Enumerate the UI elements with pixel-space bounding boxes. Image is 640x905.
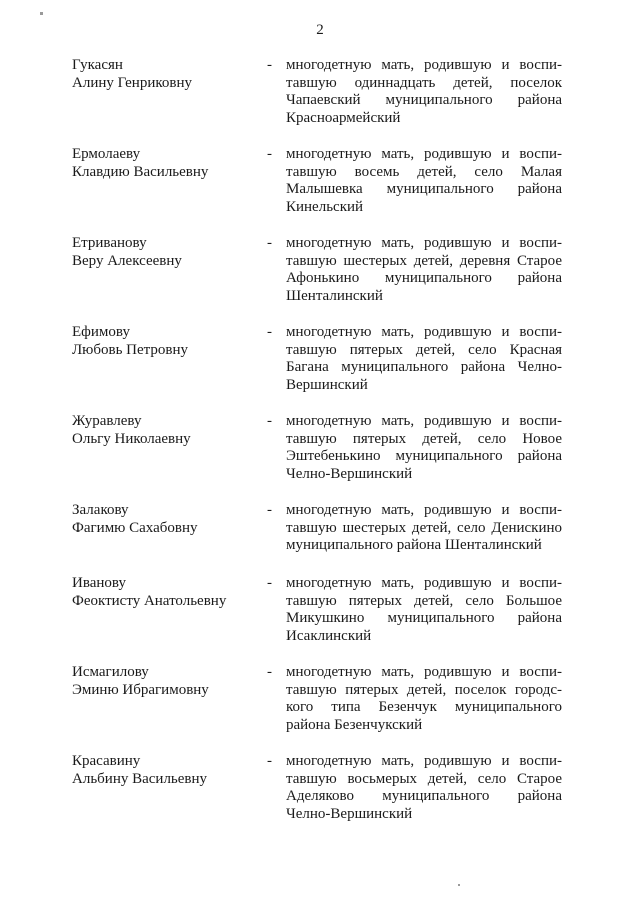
award-description-line: кого типа Безенчук муниципального (286, 699, 562, 716)
page-number: 2 (316, 22, 324, 38)
award-description-line: Микушкино муниципального района (286, 610, 562, 627)
award-description-line: многодетную мать, родившую и воспи- (286, 753, 562, 769)
award-description (286, 753, 562, 823)
award-description-line: Шенталинский (286, 287, 383, 304)
award-description (286, 146, 562, 216)
dash-separator: - (267, 664, 272, 680)
award-description-line: Красноармейский (286, 109, 401, 126)
person-name-line: Ермолаеву (72, 146, 141, 162)
person-name-line: Эминю Ибрагимовну (72, 681, 209, 698)
award-description-line: тавшую пятерых детей, поселок городс- (286, 681, 562, 698)
person-name (72, 575, 262, 610)
person-name-line: Клавдию Васильевну (72, 163, 209, 180)
award-description (286, 235, 562, 305)
dash-separator: - (267, 502, 272, 518)
award-description-line: Челно-Вершинский (286, 465, 413, 482)
person-name-line: Иванову (72, 575, 126, 591)
person-name (72, 57, 262, 92)
dash-separator: - (267, 235, 272, 251)
award-description-line: Челно-Вершинский (286, 805, 413, 822)
person-name (72, 324, 262, 359)
dash-separator: - (267, 413, 272, 429)
award-description-line: тавшую пятерых детей, село Большое (286, 592, 562, 609)
award-description-line: Малышевка муниципального района (286, 181, 562, 198)
award-description-line: тавшую пятерых детей, село Красная (286, 341, 562, 358)
award-description (286, 57, 562, 127)
award-description (286, 324, 562, 394)
award-description-line: Исаклинский (286, 627, 372, 644)
award-description-line: района Безенчукский (286, 716, 423, 733)
person-name-line: Феоктисту Анатольевну (72, 592, 227, 609)
person-name-line: Алину Генриковну (72, 74, 192, 91)
person-name-line: Ефимову (72, 324, 130, 340)
award-description-line: тавшую восьмерых детей, село Старое (286, 770, 562, 787)
person-name-line: Етриванову (72, 235, 147, 251)
person-name (72, 664, 262, 699)
person-name-line: Ольгу Николаевну (72, 430, 191, 447)
scan-speck (40, 12, 43, 15)
person-name-line: Любовь Петровну (72, 341, 189, 358)
person-name-line: Журавлеву (72, 413, 142, 429)
award-description-line: тавшую восемь детей, село Малая (286, 163, 562, 180)
person-name-line: Исмагилову (72, 664, 149, 680)
award-description-line: тавшую пятерых детей, село Новое (286, 430, 562, 447)
person-name-line: Гукасян (72, 57, 123, 73)
scan-speck (458, 884, 460, 886)
person-name (72, 753, 262, 788)
award-description-line: многодетную мать, родившую и воспи- (286, 664, 562, 680)
person-name-line: Красавину (72, 753, 141, 769)
award-description-line: Багана муниципального района Челно- (286, 359, 562, 376)
award-description-line: муниципального района Шенталинский (286, 537, 542, 554)
award-description-line: Кинельский (286, 198, 364, 215)
dash-separator: - (267, 753, 272, 769)
award-description-line: тавшую шестерых детей, деревня Старое (286, 252, 562, 269)
person-name (72, 502, 262, 537)
award-description-line: многодетную мать, родившую и воспи- (286, 502, 562, 518)
dash-separator: - (267, 324, 272, 340)
award-description-line: Вершинский (286, 376, 368, 393)
award-description-line: многодетную мать, родившую и воспи- (286, 413, 562, 429)
award-description-line: многодетную мать, родившую и воспи- (286, 324, 562, 340)
award-description (286, 502, 562, 555)
award-description-line: многодетную мать, родившую и воспи- (286, 146, 562, 162)
award-description (286, 413, 562, 483)
award-description-line: Афонькино муниципального района (286, 270, 562, 287)
award-description-line: Аделяково муниципального района (286, 788, 562, 805)
person-name-line: Альбину Васильевну (72, 770, 208, 787)
award-description (286, 664, 562, 734)
person-name (72, 146, 262, 181)
person-name-line: Фагимю Сахабовну (72, 519, 198, 536)
dash-separator: - (267, 575, 272, 591)
award-description-line: Эштебенькино муниципального района (286, 448, 562, 465)
award-description (286, 575, 562, 645)
dash-separator: - (267, 146, 272, 162)
person-name-line: Веру Алексеевну (72, 252, 182, 269)
award-description-line: многодетную мать, родившую и воспи- (286, 57, 562, 73)
person-name (72, 235, 262, 270)
award-description-line: тавшую шестерых детей, село Денискино (286, 519, 562, 536)
award-description-line: тавшую одиннадцать детей, поселок (286, 74, 562, 91)
award-description-line: Чапаевский муниципального района (286, 92, 562, 109)
person-name (72, 413, 262, 448)
dash-separator: - (267, 57, 272, 73)
award-description-line: многодетную мать, родившую и воспи- (286, 575, 562, 591)
person-name-line: Залакову (72, 502, 129, 518)
award-description-line: многодетную мать, родившую и воспи- (286, 235, 562, 251)
